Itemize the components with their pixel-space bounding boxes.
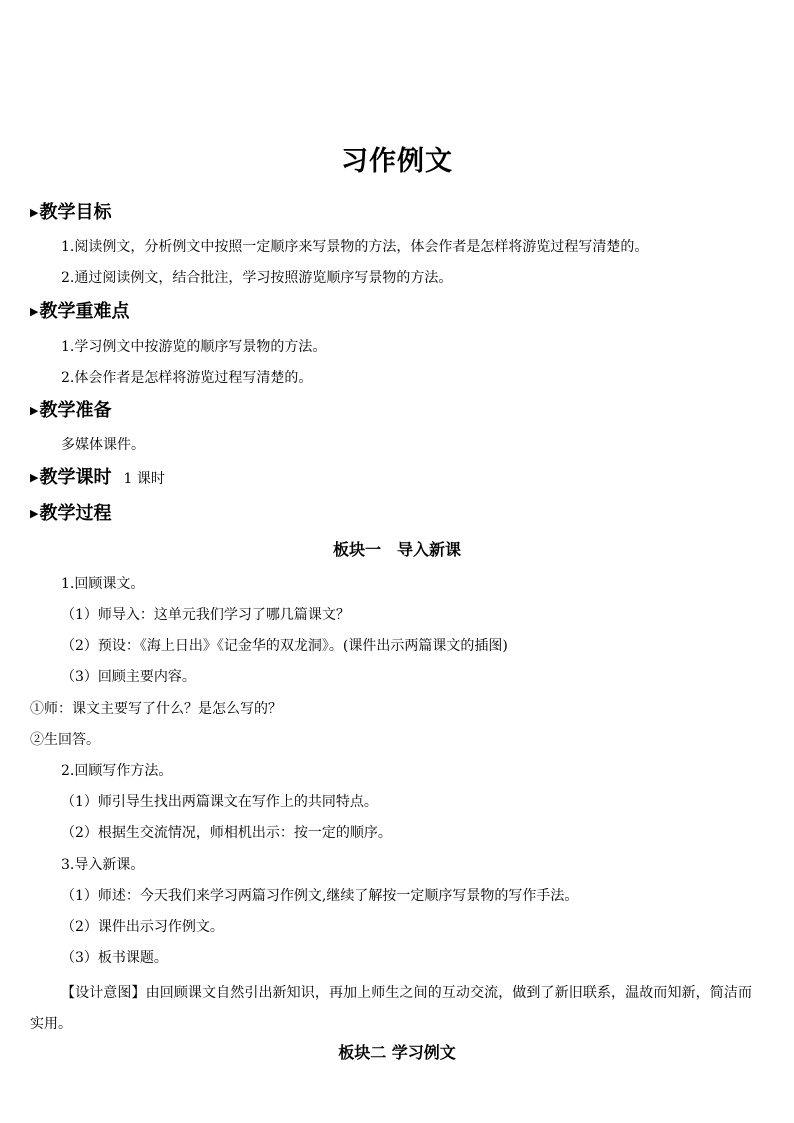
heading-process xyxy=(30,502,111,526)
heading-preparation xyxy=(30,399,111,423)
block2-title: 板块二 学习例文 xyxy=(338,1043,456,1062)
heading-label: 教学过程 xyxy=(39,503,112,524)
heading-label: 教学重难点 xyxy=(39,301,130,322)
triangle-bullet-icon: ▶ xyxy=(30,404,39,417)
block1-line: （2）根据生交流情况，师相机出示：按一定的顺序。 xyxy=(61,825,392,841)
heading-key-points xyxy=(30,300,129,324)
page-title: 习作例文 xyxy=(341,146,453,177)
key-point-item-1: 1.学习例文中按游览的顺序写景物的方法。 xyxy=(61,339,327,355)
block1-line: （1）师述：今天我们来学习两篇习作例文,继续了解按一定顺序写景物的写作手法。 xyxy=(61,888,579,904)
block1-line: （2）预设：《海上日出》《记金华的双龙洞》。(课件出示两篇课文的插图) xyxy=(61,638,508,654)
key-point-item-2: 2.体会作者是怎样将游览过程写清楚的。 xyxy=(61,370,313,386)
triangle-bullet-icon: ▶ xyxy=(30,507,39,520)
block1-line: 2.回顾写作方法。 xyxy=(61,763,173,779)
block1-line: （3）板书课题。 xyxy=(61,950,168,966)
block1-line: ①师：课文主要写了什么？是怎么写的？ xyxy=(30,701,282,717)
triangle-bullet-icon: ▶ xyxy=(30,471,39,484)
heading-class-hours xyxy=(30,466,165,491)
triangle-bullet-icon: ▶ xyxy=(30,305,39,318)
preparation-text: 多媒体课件。 xyxy=(61,437,145,453)
block1-line: 1.回顾课文。 xyxy=(61,576,145,592)
goal-item-1: 1.阅读例文，分析例文中按照一定顺序来写景物的方法，体会作者是怎样将游览过程写清楚的。 xyxy=(61,239,649,255)
heading-teaching-goals xyxy=(30,201,111,225)
block1-title: 板块一 导入新课 xyxy=(332,540,461,559)
design-intent-paragraph: 【设计意图】由回顾课文自然引出新知识，再加上师生之间的互动交流，做到了新旧联系，温故而知新，简洁而实用。 xyxy=(30,985,752,1032)
triangle-bullet-icon: ▶ xyxy=(30,206,39,219)
block1-line: （2）课件出示习作例文。 xyxy=(61,919,224,935)
block1-line: 3.导入新课。 xyxy=(61,857,145,873)
goal-item-2: 2.通过阅读例文，结合批注，学习按照游览顺序写景物的方法。 xyxy=(61,270,453,286)
heading-label: 教学准备 xyxy=(39,400,112,421)
block1-line: ②生回答。 xyxy=(30,732,100,748)
heading-label: 教学目标 xyxy=(39,202,112,223)
heading-label: 教学课时 xyxy=(39,467,112,488)
block1-line: （3）回顾主要内容。 xyxy=(61,669,196,685)
class-hours-value: 1 课时 xyxy=(123,471,165,487)
block1-line: （1）师引导生找出两篇课文在写作上的共同特点。 xyxy=(61,794,378,810)
block1-line: （1）师导入：这单元我们学习了哪几篇课文？ xyxy=(61,607,350,623)
